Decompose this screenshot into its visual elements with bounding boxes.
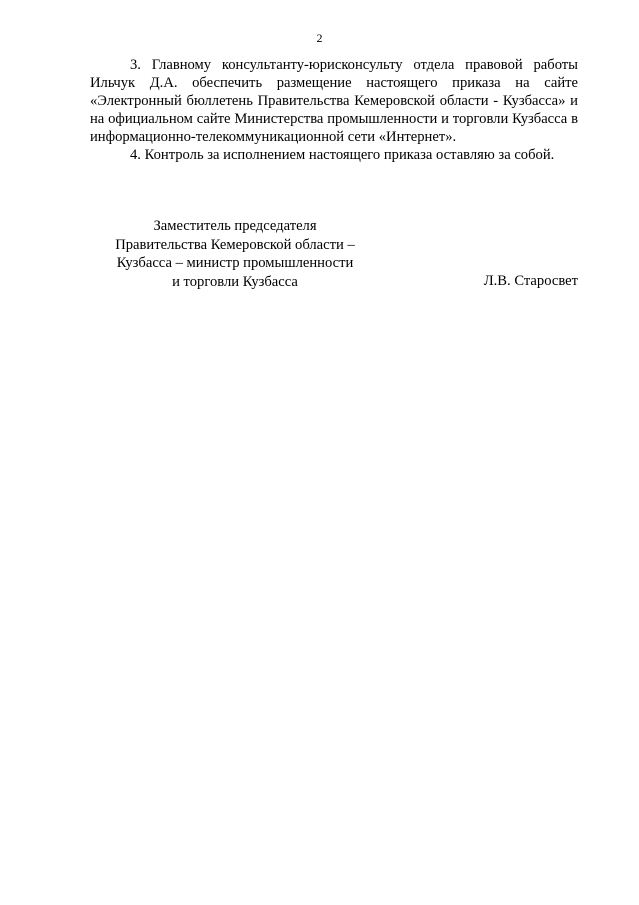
signatory-position-line: Заместитель председателя bbox=[153, 218, 317, 234]
paragraph-item-4: 4. Контроль за исполнением настоящего приказа оставляю за собой. bbox=[130, 147, 555, 163]
signatory-position-line: Правительства Кемеровской области – bbox=[115, 236, 355, 253]
signature-block bbox=[90, 217, 578, 297]
signatory-name: Л.В. Старосвет bbox=[483, 273, 578, 289]
signatory-position bbox=[90, 217, 380, 291]
signatory-position-line: и торговли Кузбасса bbox=[172, 273, 298, 290]
paragraph-item-3: 3. Главному консультанту-юрисконсульту отдела правовой работы Ильчук Д.А. обеспечить размещение настоящего приказа на сайте «Электронный бюллетень Правительства Кемеровской области - Кузбасса» и на официальном сайте Министерства промышленности и торговли Кузбасса в информационно-телекоммуникационной сети «Интернет». bbox=[90, 57, 578, 145]
document-body bbox=[90, 56, 578, 164]
page-number: 2 bbox=[316, 31, 323, 45]
signatory-position-line: Кузбасса – министр промышленности bbox=[116, 255, 354, 271]
